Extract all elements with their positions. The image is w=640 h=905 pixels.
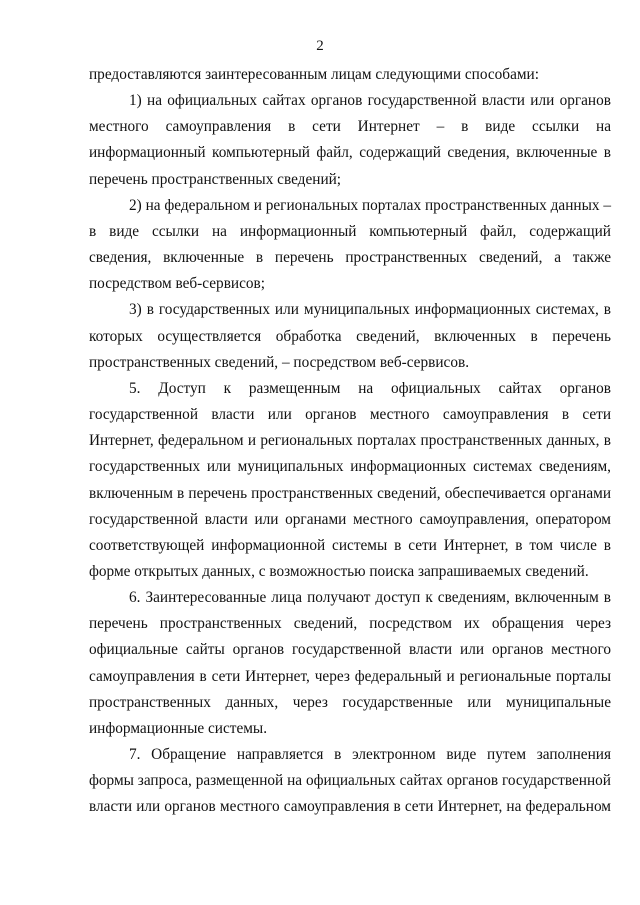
- clause-6: 6. Заинтересованные лица получают доступ к сведениям, включенным в перечень пространственных сведений, посредством их обращения через официальные сайты органов государственной власти или органов местного самоуправления в сети Интернет, через федеральный и региональные порталы пространственных данных, через государственные или муниципальные информационные системы.: [89, 589, 611, 737]
- list-item-3: 3) в государственных или муниципальных информационных системах, в которых осуществляется обработка сведений, включенных в перечень пространственных сведений, – посредством веб-сервисов.: [89, 301, 611, 371]
- page-number: 2: [316, 38, 324, 54]
- list-item-1: 1) на официальных сайтах органов государственной власти или органов местного самоуправления в сети Интернет – в виде ссылки на информационный компьютерный файл, содержащий сведения, включенные в перечень пространственных сведений;: [89, 92, 611, 188]
- document-body: [89, 62, 611, 821]
- list-item-2: 2) на федеральном и региональных порталах пространственных данных – в виде ссылки на информационный компьютерный файл, содержащий сведения, включенные в перечень пространственных сведений, а также посредством веб-сервисов;: [89, 196, 611, 293]
- clause-7: 7. Обращение направляется в электронном виде путем заполнения формы запроса, размещенной на официальных сайтах органов государственной власти или органов местного самоуправления в сети Интернет, на федеральном: [89, 746, 611, 816]
- clause-5: 5. Доступ к размещенным на официальных сайтах органов государственной власти или органов местного самоуправления в сети Интернет, федеральном и региональных порталах пространственных данных, в государственных или муниципальных информационных системах сведениям, включенным в перечень пространственных сведений, обеспечивается органами государственной власти или органами местного самоуправления, оператором соответствующей информационной системы в сети Интернет, в том числе в форме открытых данных, с возможностью поиска запрашиваемых сведений.: [89, 379, 611, 580]
- paragraph-continuation: предоставляются заинтересованным лицам следующими способами:: [89, 66, 539, 83]
